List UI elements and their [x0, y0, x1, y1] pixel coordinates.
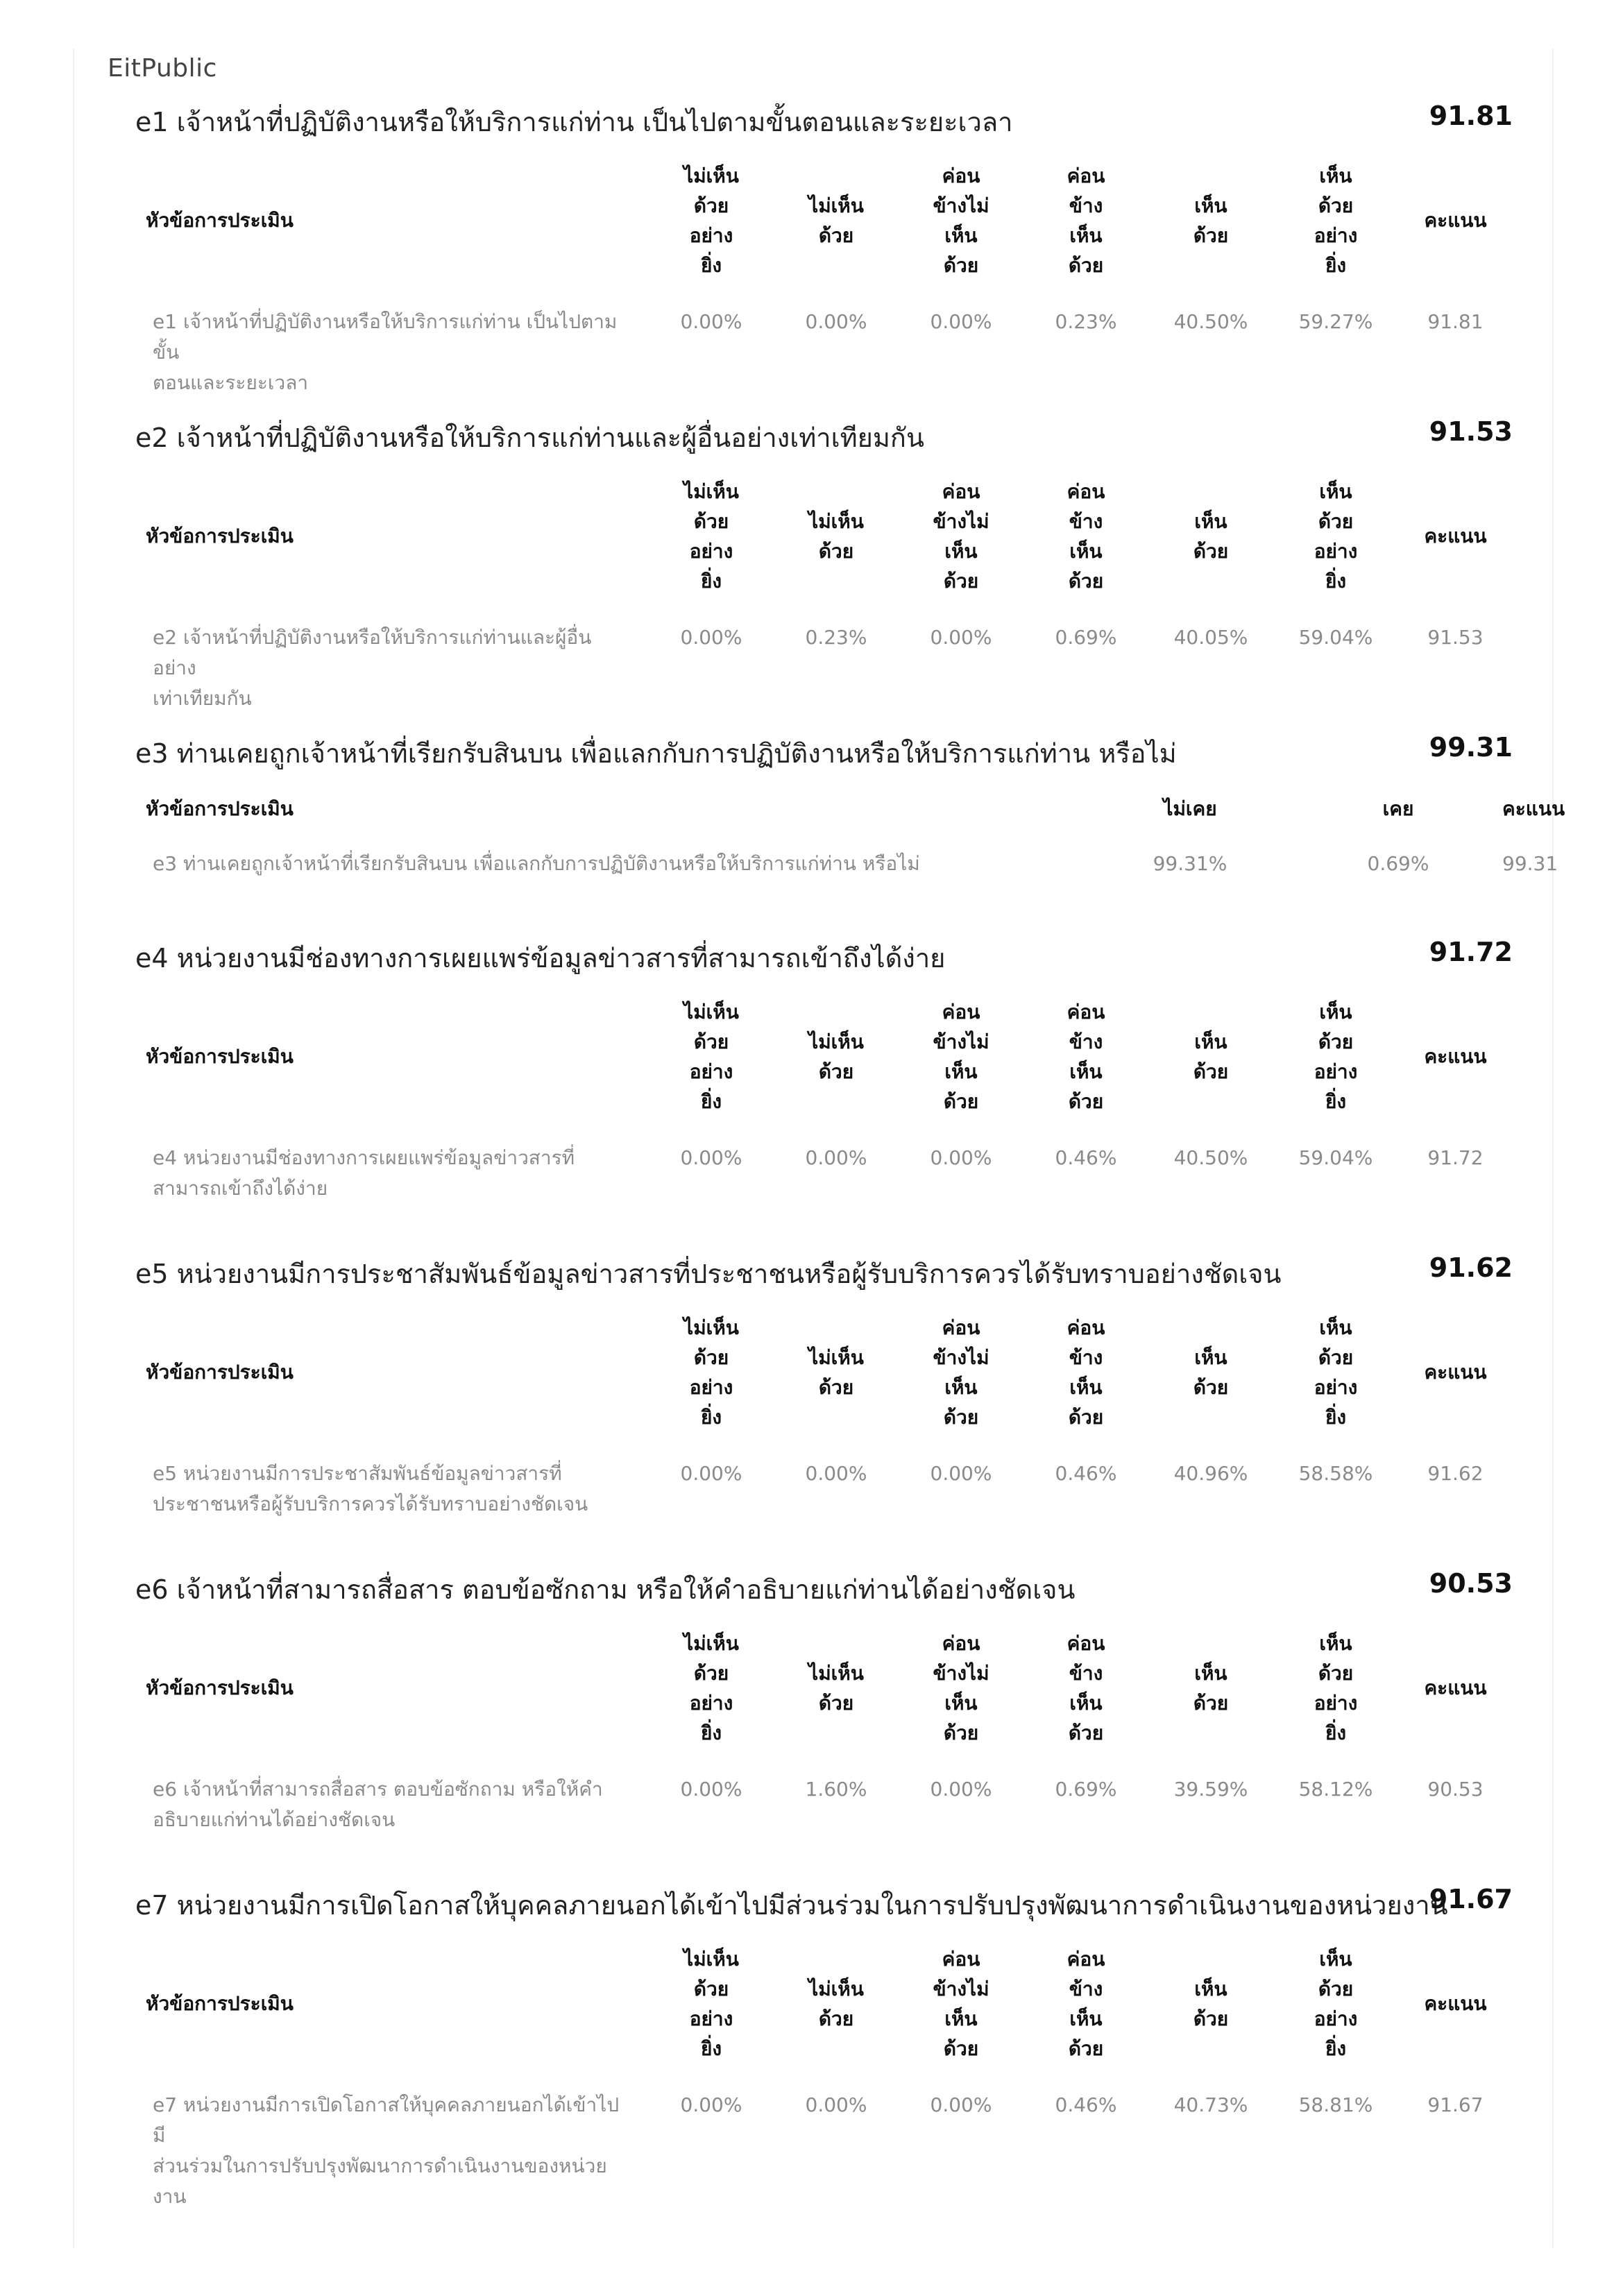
value-cell: 0.00%	[680, 2093, 742, 2116]
table-row	[135, 1752, 1513, 1835]
header-score: คะแนน	[1502, 797, 1565, 820]
score-cell: 99.31	[1502, 852, 1558, 875]
header-somewhat-agree: ค่อน ข้าง เห็น ด้วย	[1067, 479, 1105, 593]
value-cell: 0.00%	[680, 1146, 742, 1169]
header-score: คะแนน	[1424, 209, 1487, 232]
header-disagree: ไม่เห็น ด้วย	[808, 509, 864, 563]
header-disagree: ไม่เห็น ด้วย	[808, 1977, 864, 2030]
section-title: e4 หน่วยงานมีช่องทางการเผยแพร่ข้อมูลข่าวสารที่สามารถเข้าถึงได้ง่าย	[135, 943, 946, 973]
table-row	[135, 284, 1513, 398]
section-score: 90.53	[1429, 1568, 1513, 1599]
item-text: e2 เจ้าหน้าที่ปฏิบัติงานหรือให้บริการแก่ท่านและผู้อื่นอย่าง เท่าเทียมกัน	[153, 626, 592, 710]
header-agree: เห็น ด้วย	[1193, 1345, 1229, 1399]
header-never: ไม่เคย	[1163, 797, 1217, 820]
header-disagree: ไม่เห็น ด้วย	[808, 1661, 864, 1715]
section-e2	[135, 416, 1513, 714]
value-cell: 0.00%	[930, 1778, 992, 1801]
value-cell: 0.00%	[680, 1462, 742, 1485]
item-text: e1 เจ้าหน้าที่ปฏิบัติงานหรือให้บริการแก่ท่าน เป็นไปตามขั้น ตอนและระยะเวลา	[153, 310, 618, 394]
header-disagree: ไม่เห็น ด้วย	[808, 1345, 864, 1399]
header-score: คะแนน	[1424, 1045, 1487, 1068]
section-title: e2 เจ้าหน้าที่ปฏิบัติงานหรือให้บริการแก่ท่านและผู้อื่นอย่างเท่าเทียมกัน	[135, 423, 924, 453]
brand-logo: EitPublic	[108, 54, 217, 83]
section-e5	[135, 1252, 1513, 1520]
header-somewhat-disagree: ค่อน ข้างไม่ เห็น ด้วย	[933, 1947, 989, 2060]
value-cell: 0.69%	[1055, 1778, 1117, 1801]
header-item: หัวข้อการประเมิน	[146, 525, 294, 547]
value-cell: 0.00%	[680, 1778, 742, 1801]
header-item: หัวข้อการประเมิน	[146, 1045, 294, 1068]
value-cell: 40.50%	[1173, 310, 1248, 333]
value-cell: 40.73%	[1173, 2093, 1248, 2116]
section-score: 91.67	[1429, 1884, 1513, 1914]
header-ever: เคย	[1382, 797, 1414, 820]
section-title: e1 เจ้าหน้าที่ปฏิบัติงานหรือให้บริการแก่ท่าน เป็นไปตามขั้นตอนและระยะเวลา	[135, 107, 1013, 137]
item-text: e6 เจ้าหน้าที่สามารถสื่อสาร ตอบข้อซักถาม หรือให้คำ อธิบายแก่ท่านได้อย่างชัดเจน	[153, 1778, 603, 1831]
header-somewhat-agree: ค่อน ข้าง เห็น ด้วย	[1067, 164, 1105, 277]
header-score: คะแนน	[1424, 525, 1487, 547]
section-title: e7 หน่วยงานมีการเปิดโอกาสให้บุคคลภายนอกได้เข้าไปมีส่วนร่วมในการปรับปรุงพัฒนาการดำเนินงานของหน่วยงาน	[135, 1890, 1448, 1921]
item-text: e4 หน่วยงานมีช่องทางการเผยแพร่ข้อมูลข่าวสารที่ สามารถเข้าถึงได้ง่าย	[153, 1146, 575, 1200]
header-strongly-disagree: ไม่เห็น ด้วย อย่าง ยิ่ง	[683, 1631, 739, 1744]
value-cell: 40.50%	[1173, 1146, 1248, 1169]
header-item: หัวข้อการประเมิน	[146, 209, 294, 232]
value-cell: 0.00%	[930, 626, 992, 649]
header-strongly-agree: เห็น ด้วย อย่าง ยิ่ง	[1314, 1000, 1358, 1113]
value-cell: 0.00%	[930, 2093, 992, 2116]
value-cell: 0.69%	[1055, 626, 1117, 649]
header-item: หัวข้อการประเมิน	[146, 1676, 294, 1699]
value-cell: 0.00%	[680, 626, 742, 649]
header-score: คะแนน	[1424, 1676, 1487, 1699]
score-cell: 91.53	[1427, 626, 1484, 649]
score-cell: 91.72	[1427, 1146, 1484, 1169]
value-cell: 0.46%	[1055, 1462, 1117, 1485]
rating-table	[135, 472, 1513, 714]
rating-table	[135, 1939, 1513, 2212]
header-agree: เห็น ด้วย	[1193, 1030, 1229, 1083]
value-cell: 40.96%	[1173, 1462, 1248, 1485]
section-e6	[135, 1568, 1513, 1835]
section-title: e5 หน่วยงานมีการประชาสัมพันธ์ข้อมูลข่าวสารที่ประชาชนหรือผู้รับบริการควรได้รับทราบอย่างชัดเจน	[135, 1259, 1282, 1289]
section-score: 91.72	[1429, 937, 1513, 967]
rating-table	[135, 156, 1513, 398]
value-cell: 59.04%	[1298, 1146, 1373, 1169]
header-strongly-disagree: ไม่เห็น ด้วย อย่าง ยิ่ง	[683, 164, 739, 277]
header-strongly-disagree: ไม่เห็น ด้วย อย่าง ยิ่ง	[683, 1316, 739, 1429]
section-e1	[135, 101, 1513, 398]
rating-table	[135, 1308, 1513, 1520]
header-strongly-disagree: ไม่เห็น ด้วย อย่าง ยิ่ง	[683, 479, 739, 593]
header-somewhat-agree: ค่อน ข้าง เห็น ด้วย	[1067, 1947, 1105, 2060]
value-cell: 59.04%	[1298, 626, 1373, 649]
header-strongly-agree: เห็น ด้วย อย่าง ยิ่ง	[1314, 479, 1358, 593]
section-e3	[135, 732, 1565, 879]
value-cell: 0.00%	[805, 1462, 867, 1485]
section-score: 91.62	[1429, 1252, 1513, 1283]
header-agree: เห็น ด้วย	[1193, 194, 1229, 247]
value-cell: 0.00%	[805, 310, 867, 333]
header-agree: เห็น ด้วย	[1193, 1977, 1229, 2030]
value-cell: 58.81%	[1298, 2093, 1373, 2116]
item-text: e7 หน่วยงานมีการเปิดโอกาสให้บุคคลภายนอกได้เข้าไปมี ส่วนร่วมในการปรับปรุงพัฒนาการดำเนินงานของหน่วย งาน	[153, 2093, 620, 2208]
table-row	[135, 829, 1513, 879]
header-score: คะแนน	[1424, 1361, 1487, 1384]
score-cell: 90.53	[1427, 1778, 1484, 1801]
value-cell: 0.00%	[805, 1146, 867, 1169]
section-e4	[135, 937, 1513, 1204]
section-score: 91.81	[1429, 101, 1513, 131]
table-header-row	[135, 992, 1513, 1121]
section-title: e3 ท่านเคยถูกเจ้าหน้าที่เรียกรับสินบน เพื่อแลกกับการปฏิบัติงานหรือให้บริการแก่ท่าน หรือไม่	[135, 738, 1177, 769]
header-item: หัวข้อการประเมิน	[146, 797, 294, 820]
header-somewhat-disagree: ค่อน ข้างไม่ เห็น ด้วย	[933, 1316, 989, 1429]
value-cell: 59.27%	[1298, 310, 1373, 333]
header-somewhat-disagree: ค่อน ข้างไม่ เห็น ด้วย	[933, 479, 989, 593]
header-somewhat-disagree: ค่อน ข้างไม่ เห็น ด้วย	[933, 1631, 989, 1744]
header-somewhat-agree: ค่อน ข้าง เห็น ด้วย	[1067, 1000, 1105, 1113]
value-cell: 99.31%	[1153, 852, 1227, 875]
value-cell: 0.23%	[805, 626, 867, 649]
section-score: 91.53	[1429, 416, 1513, 447]
header-strongly-agree: เห็น ด้วย อย่าง ยิ่ง	[1314, 1631, 1358, 1744]
value-cell: 0.00%	[930, 310, 992, 333]
table-row	[135, 600, 1513, 714]
value-cell: 58.58%	[1298, 1462, 1373, 1485]
value-cell: 1.60%	[805, 1778, 867, 1801]
value-cell: 0.00%	[930, 1462, 992, 1485]
table-row	[135, 1436, 1513, 1520]
value-cell: 0.46%	[1055, 1146, 1117, 1169]
header-disagree: ไม่เห็น ด้วย	[808, 194, 864, 247]
header-somewhat-agree: ค่อน ข้าง เห็น ด้วย	[1067, 1316, 1105, 1429]
table-row	[135, 1121, 1513, 1204]
header-item: หัวข้อการประเมิน	[146, 1992, 294, 2015]
rating-table	[135, 992, 1513, 1204]
value-cell: 0.00%	[805, 2093, 867, 2116]
score-cell: 91.67	[1427, 2093, 1484, 2116]
section-e7	[135, 1884, 1513, 2212]
header-strongly-disagree: ไม่เห็น ด้วย อย่าง ยิ่ง	[683, 1947, 739, 2060]
header-strongly-agree: เห็น ด้วย อย่าง ยิ่ง	[1314, 1947, 1358, 2060]
value-cell: 0.23%	[1055, 310, 1117, 333]
value-cell: 0.46%	[1055, 2093, 1117, 2116]
header-strongly-agree: เห็น ด้วย อย่าง ยิ่ง	[1314, 1316, 1358, 1429]
header-strongly-disagree: ไม่เห็น ด้วย อย่าง ยิ่ง	[683, 1000, 739, 1113]
score-cell: 91.81	[1427, 310, 1484, 333]
header-agree: เห็น ด้วย	[1193, 1661, 1229, 1715]
header-agree: เห็น ด้วย	[1193, 509, 1229, 563]
value-cell: 0.00%	[680, 310, 742, 333]
item-text: e3 ท่านเคยถูกเจ้าหน้าที่เรียกรับสินบน เพื่อแลกกับการปฏิบัติงานหรือให้บริการแก่ท่าน หรือไม่	[153, 852, 920, 875]
table-header-row	[135, 1308, 1513, 1436]
header-score: คะแนน	[1424, 1992, 1487, 2015]
table-header-row	[135, 1939, 1513, 2068]
value-cell: 0.00%	[930, 1146, 992, 1169]
table-header-row	[135, 472, 1513, 600]
header-disagree: ไม่เห็น ด้วย	[808, 1030, 864, 1083]
value-cell: 39.59%	[1173, 1778, 1248, 1801]
section-score: 99.31	[1429, 732, 1513, 763]
value-cell: 58.12%	[1298, 1778, 1373, 1801]
table-header-row	[135, 156, 1513, 284]
item-text: e5 หน่วยงานมีการประชาสัมพันธ์ข้อมูลข่าวสารที่ ประชาชนหรือผู้รับบริการควรได้รับทราบอย่างชัดเจน	[153, 1462, 588, 1515]
value-cell: 40.05%	[1173, 626, 1248, 649]
score-cell: 91.62	[1427, 1462, 1484, 1485]
header-strongly-agree: เห็น ด้วย อย่าง ยิ่ง	[1314, 164, 1358, 277]
section-title: e6 เจ้าหน้าที่สามารถสื่อสาร ตอบข้อซักถาม หรือให้คำอธิบายแก่ท่านได้อย่างชัดเจน	[135, 1574, 1076, 1605]
table-row	[135, 2068, 1513, 2212]
rating-table	[135, 1624, 1513, 1835]
header-somewhat-disagree: ค่อน ข้างไม่ เห็น ด้วย	[933, 164, 989, 277]
header-somewhat-disagree: ค่อน ข้างไม่ เห็น ด้วย	[933, 1000, 989, 1113]
table-header-row	[135, 1624, 1513, 1752]
header-item: หัวข้อการประเมิน	[146, 1361, 294, 1384]
yes-no-table	[135, 788, 1565, 879]
value-cell: 0.69%	[1367, 852, 1429, 875]
header-somewhat-agree: ค่อน ข้าง เห็น ด้วย	[1067, 1631, 1105, 1744]
table-header-row	[135, 788, 1513, 829]
